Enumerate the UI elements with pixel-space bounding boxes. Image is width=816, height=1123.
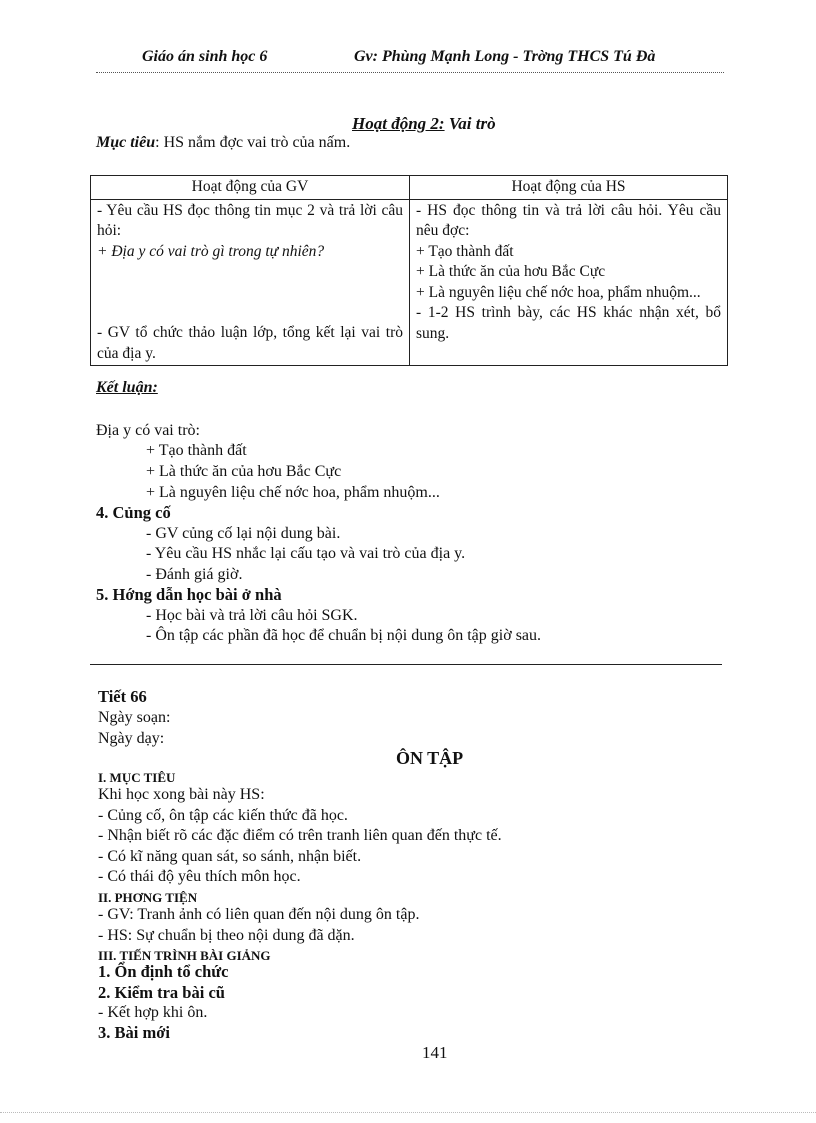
- list-item: - GV: Tranh ảnh có liên quan đến nội dung ôn tập.: [98, 906, 420, 923]
- conclusion-item: + Tạo thành đất: [146, 442, 247, 459]
- header-right: Gv: Phùng Mạnh Long - Trờng THCS Tú Đà: [354, 48, 656, 65]
- activity-table: [90, 175, 728, 366]
- page-number: 141: [422, 1043, 448, 1062]
- col-header-hs: Hoạt động của HS: [410, 176, 728, 200]
- conclusion-item: + Là nguyên liệu chế nớc hoa, phẩm nhuộm...: [146, 484, 440, 501]
- header-left: Giáo án sinh học 6: [142, 48, 268, 65]
- step-heading: 1. Ổn định tổ chức: [98, 962, 229, 981]
- section-heading: II. PHƠNG TIỆN: [98, 890, 198, 905]
- cell-gv: - Yêu cầu HS đọc thông tin mục 2 và trả lời câu hỏi: + Địa y có vai trò gì trong tự nhiên? - GV tổ chức thảo luận lớp, tổng kết lại vai trò của địa y.: [91, 199, 410, 366]
- col-header-gv: Hoạt động của GV: [91, 176, 410, 200]
- prep-date: Ngày soạn:: [98, 709, 171, 726]
- list-item: - GV củng cố lại nội dung bài.: [146, 525, 341, 542]
- section-heading: 5. Hớng dẫn học bài ở nhà: [96, 585, 282, 604]
- step-heading: 3. Bài mới: [98, 1023, 170, 1042]
- list-item: - HS: Sự chuẩn bị theo nội dung đã dặn.: [98, 927, 355, 944]
- list-item: - Ôn tập các phần đã học để chuẩn bị nội dung ôn tập giờ sau.: [146, 627, 542, 644]
- list-item: - Đánh giá giờ.: [146, 566, 243, 583]
- conclusion-label: Kết luận:: [96, 379, 158, 396]
- objective-intro: Khi học xong bài này HS:: [98, 786, 265, 803]
- list-item: - Có kĩ năng quan sát, so sánh, nhận biết.: [98, 848, 362, 865]
- list-item: - Yêu cầu HS nhắc lại cấu tạo và vai trò của địa y.: [146, 545, 466, 562]
- header-divider: [96, 72, 724, 73]
- section-heading: I. MỤC TIÊU: [98, 770, 176, 785]
- footer-divider: [0, 1112, 816, 1113]
- activity-title: Hoạt động 2: Vai trò: [352, 114, 496, 133]
- step-heading: 2. Kiểm tra bài cũ: [98, 983, 225, 1002]
- cell-hs: - HS đọc thông tin và trả lời câu hỏi. Yêu cầu nêu đợc: + Tạo thành đất + Là thức ăn của hơu Bắc Cực + Là nguyên liệu chế nớc hoa, phẩm nhuộm... - 1-2 HS trình bày, các HS khác nhận xét, bổ sung.: [410, 199, 728, 366]
- teach-date: Ngày dạy:: [98, 730, 165, 747]
- lesson-title: ÔN TẬP: [396, 748, 464, 768]
- conclusion-item: + Là thức ăn của hơu Bắc Cực: [146, 463, 342, 480]
- section-divider: [90, 664, 722, 665]
- list-item: - Củng cố, ôn tập các kiến thức đã học.: [98, 807, 348, 824]
- lesson-number: Tiết 66: [98, 687, 147, 706]
- conclusion-intro: Địa y có vai trò:: [96, 422, 200, 439]
- list-item: - Kết hợp khi ôn.: [98, 1004, 208, 1021]
- section-heading: III. TIẾN TRÌNH BÀI GIẢNG: [98, 948, 271, 963]
- list-item: - Nhận biết rõ các đặc điểm có trên tranh liên quan đến thực tế.: [98, 827, 502, 844]
- section-heading: 4. Củng cố: [96, 503, 171, 522]
- list-item: - Học bài và trả lời câu hỏi SGK.: [146, 607, 358, 624]
- list-item: - Có thái độ yêu thích môn học.: [98, 868, 301, 885]
- activity-goal: Mục tiêu: HS nắm đợc vai trò của nấm.: [96, 134, 351, 151]
